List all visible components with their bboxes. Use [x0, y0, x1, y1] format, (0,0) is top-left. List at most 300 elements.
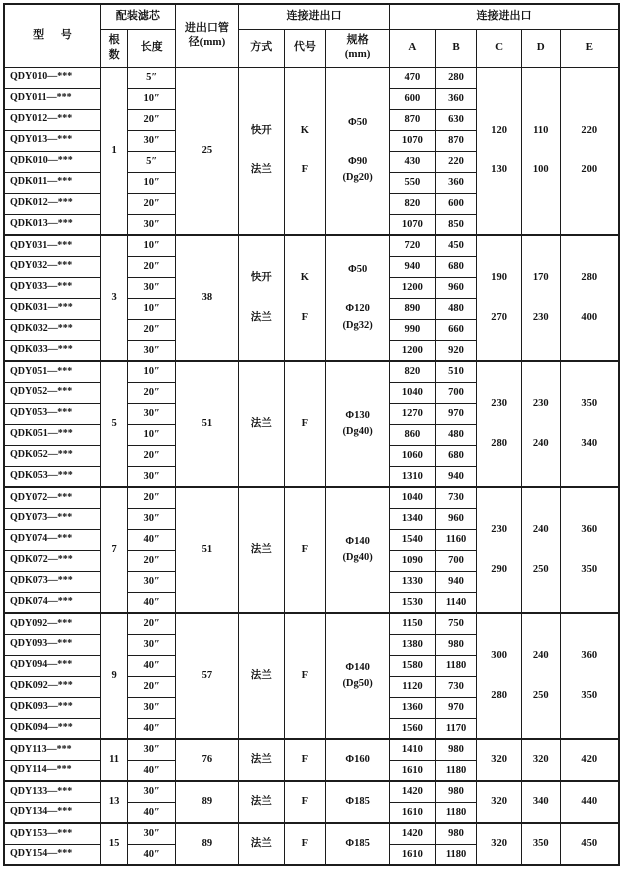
dim-a-cell: 1330 — [390, 571, 436, 592]
dim-a-cell: 1040 — [390, 382, 436, 403]
code-cell-line: F — [301, 795, 309, 807]
dim-a-cell: 940 — [390, 256, 436, 277]
dim-e-cell-line: 340 — [581, 437, 598, 449]
dim-a-cell: 550 — [390, 172, 436, 193]
length-cell: 20″ — [128, 487, 176, 508]
length-cell: 30″ — [128, 340, 176, 361]
code-cell-stack — [285, 416, 326, 432]
model-cell: QDY114—*** — [4, 760, 100, 781]
code-cell-line: F — [301, 417, 309, 429]
dim-c-cell-stack — [477, 648, 521, 704]
dim-d-cell-stack — [522, 794, 560, 810]
dim-c-cell-line: 280 — [491, 689, 508, 701]
dim-c-cell-line: 190 — [491, 272, 508, 284]
length-cell: 30″ — [128, 739, 176, 760]
code-cell-block — [302, 836, 308, 852]
method-cell-block — [251, 416, 272, 432]
spec-cell-line: (Dg20) — [342, 172, 373, 184]
dim-b-cell: 1170 — [435, 718, 477, 739]
header-dim-d: D — [521, 29, 560, 67]
count-cell: 1 — [100, 67, 127, 235]
dim-e-cell-line: 360 — [581, 650, 598, 662]
dim-a-cell: 1380 — [390, 634, 436, 655]
length-cell: 30″ — [128, 508, 176, 529]
dim-a-cell: 1560 — [390, 718, 436, 739]
length-cell: 5″ — [128, 67, 176, 88]
dim-a-cell: 1610 — [390, 760, 436, 781]
table-row — [4, 781, 619, 802]
dim-b-cell: 450 — [435, 235, 477, 256]
method-cell-stack — [239, 668, 284, 684]
dim-d-cell-line: 240 — [532, 524, 549, 536]
dim-c-cell-stack — [477, 270, 521, 326]
code-cell — [284, 739, 326, 781]
dim-b-cell: 680 — [435, 256, 477, 277]
dim-e-cell — [560, 823, 619, 865]
length-cell: 30″ — [128, 130, 176, 151]
dim-e-cell — [560, 613, 619, 739]
count-cell: 9 — [100, 613, 127, 739]
model-cell: QDY113—*** — [4, 739, 100, 760]
method-cell-block — [251, 794, 272, 810]
spec-cell — [326, 739, 390, 781]
dim-d-cell-block — [533, 648, 549, 664]
spec-cell-stack — [326, 752, 389, 768]
method-cell-block — [251, 668, 272, 684]
code-cell — [284, 361, 326, 487]
spec-cell — [326, 823, 390, 865]
dim-c-cell-block — [491, 123, 507, 139]
filter-spec-table — [3, 3, 620, 866]
model-cell: QDY074—*** — [4, 529, 100, 550]
method-cell-block — [251, 270, 272, 286]
dim-d-cell-line: 240 — [532, 650, 549, 662]
spec-cell-stack — [326, 660, 389, 693]
dim-e-cell-block — [581, 752, 597, 768]
spec-cell-line: (Dg40) — [342, 426, 373, 437]
dim-d-cell-stack — [522, 648, 560, 704]
header-dimensions-group: 连接进出口 — [390, 4, 619, 29]
spec-cell-stack — [326, 262, 389, 334]
model-cell: QDY073—*** — [4, 508, 100, 529]
dim-b-cell: 940 — [435, 571, 477, 592]
dim-a-cell: 1200 — [390, 277, 436, 298]
dim-a-cell: 1200 — [390, 340, 436, 361]
dim-d-cell-block — [533, 836, 549, 852]
dim-c-cell-stack — [477, 123, 521, 179]
dim-b-cell: 660 — [435, 319, 477, 340]
dim-c-cell-line: 120 — [491, 124, 508, 136]
dim-e-cell-stack — [561, 648, 618, 704]
length-cell: 10″ — [128, 172, 176, 193]
header-model: 型 号 — [4, 4, 100, 67]
dim-c-cell-line: 130 — [491, 164, 508, 176]
dim-b-cell: 960 — [435, 508, 477, 529]
dim-d-cell-block — [533, 162, 549, 178]
method-cell — [238, 613, 284, 739]
header-pipe-line2: 径(mm) — [188, 35, 226, 48]
dim-c-cell-block — [491, 794, 507, 810]
model-cell: QDY033—*** — [4, 277, 100, 298]
method-cell-line: 法兰 — [250, 311, 272, 323]
method-cell-line: 法兰 — [250, 669, 272, 681]
header-length: 长度 — [128, 29, 176, 67]
dim-c-cell — [477, 781, 522, 823]
dim-d-cell-line: 230 — [532, 311, 549, 323]
code-cell-block — [302, 794, 308, 810]
length-cell: 20″ — [128, 109, 176, 130]
pipe-cell: 89 — [175, 781, 238, 823]
dim-c-cell-block — [491, 436, 507, 452]
spec-cell-block — [342, 301, 372, 334]
dim-a-cell: 1580 — [390, 655, 436, 676]
dim-b-cell: 1180 — [435, 655, 477, 676]
spec-cell-line: Φ140 — [345, 661, 370, 673]
dim-d-cell-block — [533, 123, 548, 139]
dim-c-cell — [477, 487, 522, 613]
dim-a-cell: 1530 — [390, 592, 436, 613]
model-cell: QDK032—*** — [4, 319, 100, 340]
model-cell: QDY010—*** — [4, 67, 100, 88]
method-cell-stack — [239, 123, 284, 179]
model-cell: QDK074—*** — [4, 592, 100, 613]
dim-b-cell: 480 — [435, 424, 477, 445]
model-cell: QDY052—*** — [4, 382, 100, 403]
length-cell: 20″ — [128, 445, 176, 466]
dim-b-cell: 1140 — [435, 592, 477, 613]
dim-e-cell-stack — [561, 752, 618, 768]
method-cell-line: 快开 — [250, 124, 272, 136]
dim-b-cell: 280 — [435, 67, 477, 88]
model-cell: QDK094—*** — [4, 718, 100, 739]
code-cell-line: K — [300, 124, 309, 136]
spec-cell-line: (Dg40) — [342, 552, 373, 563]
dim-a-cell: 990 — [390, 319, 436, 340]
spec-cell-block — [345, 752, 369, 768]
count-cell: 3 — [100, 235, 127, 361]
code-cell — [284, 487, 326, 613]
model-cell: QDK031—*** — [4, 298, 100, 319]
spec-cell-block — [348, 262, 367, 278]
model-cell: QDY072—*** — [4, 487, 100, 508]
header-cartridge-group: 配装滤芯 — [100, 4, 175, 29]
model-cell: QDK072—*** — [4, 550, 100, 571]
spec-cell — [326, 781, 390, 823]
dim-b-cell: 970 — [435, 697, 477, 718]
code-cell-line: K — [300, 272, 309, 284]
model-cell: QDY154—*** — [4, 844, 100, 865]
dim-e-cell-block — [581, 562, 597, 578]
model-cell: QDK012—*** — [4, 193, 100, 214]
dim-c-cell-line: 300 — [491, 650, 508, 662]
dim-c-cell-line: 230 — [491, 524, 508, 536]
dim-a-cell: 470 — [390, 67, 436, 88]
dim-c-cell-line: 270 — [491, 311, 508, 323]
dim-a-cell: 720 — [390, 235, 436, 256]
model-cell: QDK010—*** — [4, 151, 100, 172]
method-cell-stack — [239, 416, 284, 432]
code-cell — [284, 67, 326, 235]
dim-a-cell: 1610 — [390, 802, 436, 823]
table-row — [4, 823, 619, 844]
pipe-cell: 57 — [175, 613, 238, 739]
dim-b-cell: 1160 — [435, 529, 477, 550]
dim-e-cell-stack — [561, 270, 618, 326]
dim-c-cell-block — [491, 648, 507, 664]
model-cell: QDY134—*** — [4, 802, 100, 823]
spec-cell-block — [342, 534, 372, 567]
count-cell: 7 — [100, 487, 127, 613]
spec-cell-line: Φ50 — [347, 264, 368, 276]
dim-a-cell: 870 — [390, 109, 436, 130]
dim-b-cell: 700 — [435, 382, 477, 403]
dim-c-cell-block — [491, 396, 507, 412]
dim-c-cell-stack — [477, 794, 521, 810]
model-cell: QDY053—*** — [4, 403, 100, 424]
pipe-cell: 89 — [175, 823, 238, 865]
dim-a-cell: 820 — [390, 193, 436, 214]
dim-c-cell-block — [491, 522, 507, 538]
dim-d-cell-line: 340 — [532, 795, 549, 807]
method-cell-block — [251, 542, 272, 558]
model-cell: QDK052—*** — [4, 445, 100, 466]
dim-a-cell: 860 — [390, 424, 436, 445]
method-cell — [238, 235, 284, 361]
dim-b-cell: 970 — [435, 403, 477, 424]
header-method: 方式 — [238, 29, 284, 67]
header-dim-e: E — [560, 29, 619, 67]
dim-e-cell-line: 280 — [581, 272, 598, 284]
dim-e-cell-block — [581, 794, 597, 810]
length-cell: 10″ — [128, 235, 176, 256]
code-cell-block — [302, 162, 308, 178]
header-spec-line1: 规格 — [346, 34, 369, 47]
dim-e-cell-block — [581, 688, 597, 704]
length-cell: 40″ — [128, 802, 176, 823]
dim-d-cell — [521, 487, 560, 613]
spec-cell-line: Φ140 — [345, 535, 370, 547]
code-cell-block — [302, 416, 308, 432]
spec-cell-line: Φ185 — [345, 795, 370, 807]
dim-d-cell-stack — [522, 522, 560, 578]
length-cell: 40″ — [128, 655, 176, 676]
method-cell-line: 法兰 — [250, 753, 272, 765]
dim-e-cell-line: 440 — [581, 795, 598, 807]
dim-b-cell: 870 — [435, 130, 477, 151]
dim-a-cell: 1420 — [390, 781, 436, 802]
length-cell: 40″ — [128, 718, 176, 739]
dim-b-cell: 960 — [435, 277, 477, 298]
dim-a-cell: 1120 — [390, 676, 436, 697]
dim-e-cell-line: 450 — [581, 837, 598, 849]
table-header — [4, 4, 619, 67]
dim-d-cell — [521, 781, 560, 823]
spec-cell-block — [345, 794, 369, 810]
length-cell: 30″ — [128, 403, 176, 424]
dim-e-cell-stack — [561, 522, 618, 578]
dim-c-cell — [477, 361, 522, 487]
header-pipe-diameter — [175, 4, 238, 67]
count-cell: 13 — [100, 781, 127, 823]
dim-d-cell — [521, 823, 560, 865]
dim-e-cell-line: 220 — [581, 124, 598, 136]
dim-d-cell-line: 250 — [532, 689, 549, 701]
dim-d-cell-line: 100 — [532, 164, 549, 176]
code-cell-line: F — [301, 837, 309, 849]
dim-d-cell-stack — [522, 396, 560, 452]
dim-b-cell: 600 — [435, 193, 477, 214]
code-cell-block — [301, 270, 309, 286]
dim-b-cell: 850 — [435, 214, 477, 235]
dim-c-cell — [477, 823, 522, 865]
dim-d-cell-line: 110 — [533, 124, 549, 136]
dim-d-cell-block — [533, 752, 549, 768]
pipe-cell: 51 — [175, 361, 238, 487]
table-row — [4, 739, 619, 760]
spec-cell-stack — [326, 794, 389, 810]
length-cell: 40″ — [128, 844, 176, 865]
method-cell-block — [251, 836, 272, 852]
dim-c-cell-block — [491, 162, 507, 178]
model-cell: QDY093—*** — [4, 634, 100, 655]
length-cell: 30″ — [128, 466, 176, 487]
code-cell-line: F — [301, 164, 309, 176]
dim-c-cell-line: 230 — [491, 398, 508, 410]
dim-e-cell-block — [581, 123, 597, 139]
code-cell-block — [302, 668, 308, 684]
dim-b-cell: 630 — [435, 109, 477, 130]
header-code: 代号 — [284, 29, 326, 67]
method-cell-line: 法兰 — [250, 417, 272, 429]
method-cell-block — [251, 162, 272, 178]
dim-a-cell: 1610 — [390, 844, 436, 865]
dim-e-cell — [560, 67, 619, 235]
dim-a-cell: 1270 — [390, 403, 436, 424]
count-cell: 15 — [100, 823, 127, 865]
dim-b-cell: 480 — [435, 298, 477, 319]
dim-b-cell: 700 — [435, 550, 477, 571]
dim-c-cell-line: 290 — [491, 563, 508, 575]
model-cell: QDY133—*** — [4, 781, 100, 802]
model-cell: QDK053—*** — [4, 466, 100, 487]
model-cell: QDY094—*** — [4, 655, 100, 676]
model-cell: QDY051—*** — [4, 361, 100, 382]
header-connection-group: 连接进出口 — [238, 4, 389, 29]
dim-b-cell: 730 — [435, 487, 477, 508]
method-cell-line: 快开 — [250, 272, 272, 284]
length-cell: 20″ — [128, 319, 176, 340]
dim-d-cell-line: 320 — [532, 753, 549, 765]
code-cell-line: F — [301, 669, 309, 681]
dim-e-cell-block — [581, 270, 597, 286]
header-spec — [326, 29, 390, 67]
method-cell-line: 法兰 — [250, 543, 272, 555]
dim-a-cell: 1090 — [390, 550, 436, 571]
model-cell: QDK011—*** — [4, 172, 100, 193]
dim-d-cell-line: 230 — [532, 398, 549, 410]
dim-b-cell: 360 — [435, 88, 477, 109]
dim-e-cell-line: 360 — [581, 524, 598, 536]
code-cell-block — [302, 310, 308, 326]
spec-cell-line: (Dg32) — [342, 319, 373, 331]
dim-a-cell: 1310 — [390, 466, 436, 487]
code-cell — [284, 235, 326, 361]
length-cell: 30″ — [128, 634, 176, 655]
code-cell-block — [302, 752, 308, 768]
spec-cell-stack — [326, 408, 389, 441]
length-cell: 10″ — [128, 361, 176, 382]
dim-d-cell-stack — [522, 752, 560, 768]
dim-d-cell-stack — [522, 270, 560, 326]
dim-b-cell: 1180 — [435, 802, 477, 823]
dim-b-cell: 980 — [435, 823, 477, 844]
spec-cell — [326, 361, 390, 487]
table-row — [4, 67, 619, 88]
model-cell: QDK033—*** — [4, 340, 100, 361]
dim-a-cell: 600 — [390, 88, 436, 109]
spec-cell-block — [348, 115, 367, 131]
model-cell: QDY092—*** — [4, 613, 100, 634]
length-cell: 20″ — [128, 550, 176, 571]
dim-e-cell-line: 420 — [581, 753, 598, 765]
table-body — [4, 67, 619, 865]
method-cell — [238, 487, 284, 613]
length-cell: 5″ — [128, 151, 176, 172]
dim-d-cell-block — [533, 270, 549, 286]
spec-cell-stack — [326, 836, 389, 852]
code-cell-stack — [285, 270, 326, 326]
dim-a-cell: 1420 — [390, 823, 436, 844]
model-cell: QDK013—*** — [4, 214, 100, 235]
method-cell — [238, 739, 284, 781]
length-cell: 40″ — [128, 760, 176, 781]
length-cell: 20″ — [128, 256, 176, 277]
method-cell-line: 法兰 — [250, 795, 272, 807]
table-row — [4, 487, 619, 508]
dim-d-cell-line: 240 — [532, 437, 549, 449]
length-cell: 20″ — [128, 676, 176, 697]
dim-d-cell-block — [533, 794, 549, 810]
dim-c-cell-line: 320 — [491, 837, 508, 849]
length-cell: 30″ — [128, 571, 176, 592]
header-spec-line2: (mm) — [344, 48, 371, 60]
dim-a-cell: 1540 — [390, 529, 436, 550]
dim-b-cell: 1180 — [435, 760, 477, 781]
dim-e-cell-block — [581, 648, 597, 664]
dim-e-cell-block — [581, 522, 597, 538]
method-cell — [238, 781, 284, 823]
dim-c-cell-line: 280 — [491, 437, 508, 449]
method-cell-stack — [239, 794, 284, 810]
code-cell-stack — [285, 123, 326, 179]
dim-b-cell: 220 — [435, 151, 477, 172]
length-cell: 10″ — [128, 424, 176, 445]
method-cell-line: 法兰 — [250, 164, 272, 176]
header-dim-c: C — [477, 29, 522, 67]
header-count — [100, 29, 127, 67]
length-cell: 20″ — [128, 613, 176, 634]
model-cell: QDK073—*** — [4, 571, 100, 592]
spec-cell-line: Φ120 — [345, 303, 370, 315]
dim-d-cell-stack — [522, 123, 560, 179]
table-row — [4, 235, 619, 256]
dim-e-cell-block — [581, 396, 597, 412]
model-cell: QDK051—*** — [4, 424, 100, 445]
length-cell: 40″ — [128, 592, 176, 613]
dim-a-cell: 890 — [390, 298, 436, 319]
dim-e-cell-stack — [561, 396, 618, 452]
dim-e-cell-stack — [561, 123, 618, 179]
